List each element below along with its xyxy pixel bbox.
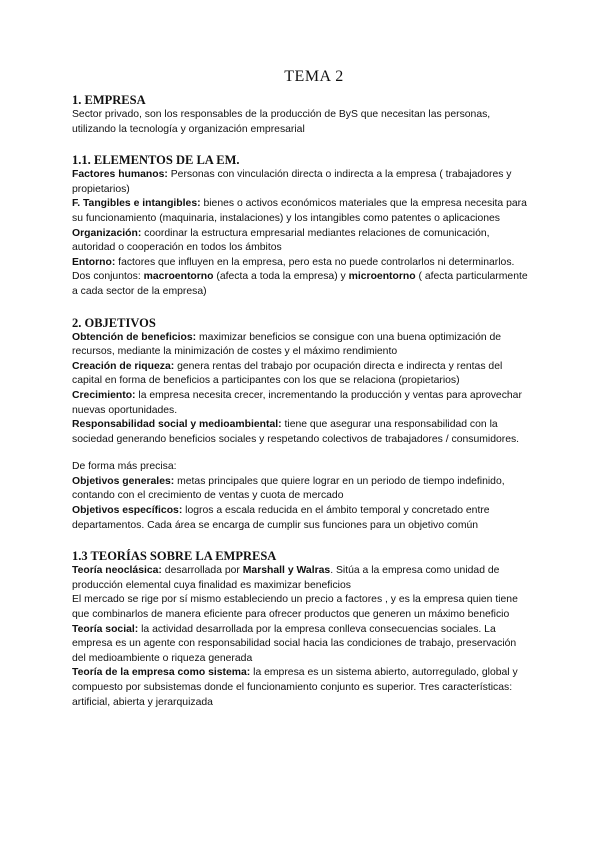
definition-item bbox=[72, 504, 532, 533]
definition-text: la empresa es un sistema abierto, autorregulado, global y compuesto por subsistemas donde el funcionamiento conjunto es superior. Tres características: artificial, abierta y jerarquizada bbox=[72, 667, 518, 708]
definition-term: Objetivos específicos: bbox=[72, 505, 183, 517]
paragraph-intro: De forma más precisa: bbox=[72, 461, 177, 473]
definition-text: logros a escala reducida en el ámbito temporal y concretado entre departamentos. Cada área se encarga de cumplir sus funciones para un objetivo común bbox=[72, 505, 490, 531]
definition-text: Personas con vinculación directa o indirecta a la empresa ( trabajadores y propietarios) bbox=[72, 169, 512, 195]
definition-term: Crecimiento: bbox=[72, 389, 136, 401]
definition-text: maximizar beneficios se consigue con una buena optimización de recursos, mediante la minimización de costes y el máximo rendimiento bbox=[72, 331, 502, 358]
definition-text: desarrollada por bbox=[161, 565, 243, 577]
definition-text: factores que influyen en la empresa, pero esta no puede controlarlos ni determinarlos. Dos conjuntos: bbox=[72, 256, 515, 283]
definition-item bbox=[72, 475, 532, 504]
definition-item bbox=[72, 666, 532, 710]
document-title: TEMA 2 bbox=[284, 68, 344, 85]
definition-term: Entorno: bbox=[72, 256, 116, 268]
definition-term: Organización: bbox=[72, 227, 142, 239]
paragraph: Sector privado, son los responsables de la producción de ByS que necesitan las personas, utilizando la tecnología y organización empresarial bbox=[72, 109, 491, 135]
definition-item bbox=[72, 197, 532, 226]
section-heading-elementos: 1.1. ELEMENTOS DE LA EM. bbox=[72, 153, 240, 168]
definition-term: Teoría de la empresa como sistema: bbox=[72, 667, 251, 679]
definition-term: Responsabilidad social y medioambiental: bbox=[72, 419, 282, 431]
definition-term: Creación de riqueza: bbox=[72, 360, 175, 372]
definition-text: ( afecta particularmente a cada sector de la empresa) bbox=[72, 271, 528, 297]
definition-item bbox=[72, 168, 532, 197]
definition-item bbox=[72, 227, 532, 256]
definition-text: (afecta a toda la empresa) y bbox=[213, 271, 349, 283]
definition-text: la actividad desarrollada por la empresa conlleva consecuencias sociales. La empresa es un agente con responsabilidad social hacia las condiciones de trabajo, preservación del medioambiente o riqueza generada bbox=[72, 623, 517, 664]
definition-text: metas principales que quiere lograr en un periodo de tiempo indefinido, contando con el crecimiento de ventas y cuota de mercado bbox=[72, 475, 505, 502]
definition-term: F. Tangibles e intangibles: bbox=[72, 198, 201, 210]
definition-text: coordinar la estructura empresarial mediantes relaciones de comunicación, autoridad o cooperación en todos los ámbitos bbox=[72, 227, 490, 254]
definition-text: genera rentas del trabajo por ocupación directa e indirecta y rentas del capital en forma de beneficios a participantes con los que se relaciona (propietarios) bbox=[72, 360, 503, 387]
definition-term: Teoría neoclásica: bbox=[72, 565, 162, 577]
definition-item-neoclasica bbox=[72, 564, 532, 593]
paragraph: El mercado se rige por sí mismo estableciendo un precio a factores , y es la empresa quien tiene que combinarlos de manera eficiente para ofrecer productos que generen un máximo beneficio bbox=[72, 594, 518, 621]
definition-term: Factores humanos: bbox=[72, 169, 168, 181]
document-page bbox=[72, 68, 532, 710]
definition-item bbox=[72, 389, 532, 418]
definition-text: la empresa necesita crecer, incrementando la producción y ventas para aprovechar nuevas oportunidades. bbox=[72, 389, 522, 416]
emphasis-authors: Marshall y Walras bbox=[242, 565, 331, 577]
definition-text: tiene que asegurar una responsabilidad con la sociedad generando beneficios sociales y respetando colectivos de trabajadores / consumidores. bbox=[72, 419, 520, 445]
definition-item bbox=[72, 623, 532, 667]
definition-item bbox=[72, 331, 532, 360]
definition-term: Objetivos generales: bbox=[72, 475, 175, 487]
definition-term: Obtención de beneficios: bbox=[72, 331, 197, 343]
emphasis-microentorno: microentorno bbox=[348, 271, 416, 283]
definition-text: . Sitúa a la empresa como unidad de producción elemental cuya finalidad es maximizar beneficios bbox=[72, 565, 500, 591]
section-heading-objetivos: 2. OBJETIVOS bbox=[72, 315, 156, 330]
section-heading-empresa: 1. EMPRESA bbox=[72, 93, 146, 107]
definition-text: bienes o activos económicos materiales que la empresa necesita para su funcionamiento (maquinaria, instalaciones) y los intangibles como patentes o aplicaciones bbox=[72, 198, 527, 224]
definition-item bbox=[72, 418, 532, 447]
definition-term: Teoría social: bbox=[72, 623, 139, 635]
emphasis-macroentorno: macroentorno bbox=[143, 271, 214, 283]
section-heading-teorias: 1.3 TEORÍAS SOBRE LA EMPRESA bbox=[72, 549, 277, 564]
definition-item-entorno bbox=[72, 256, 532, 300]
definition-item bbox=[72, 360, 532, 389]
